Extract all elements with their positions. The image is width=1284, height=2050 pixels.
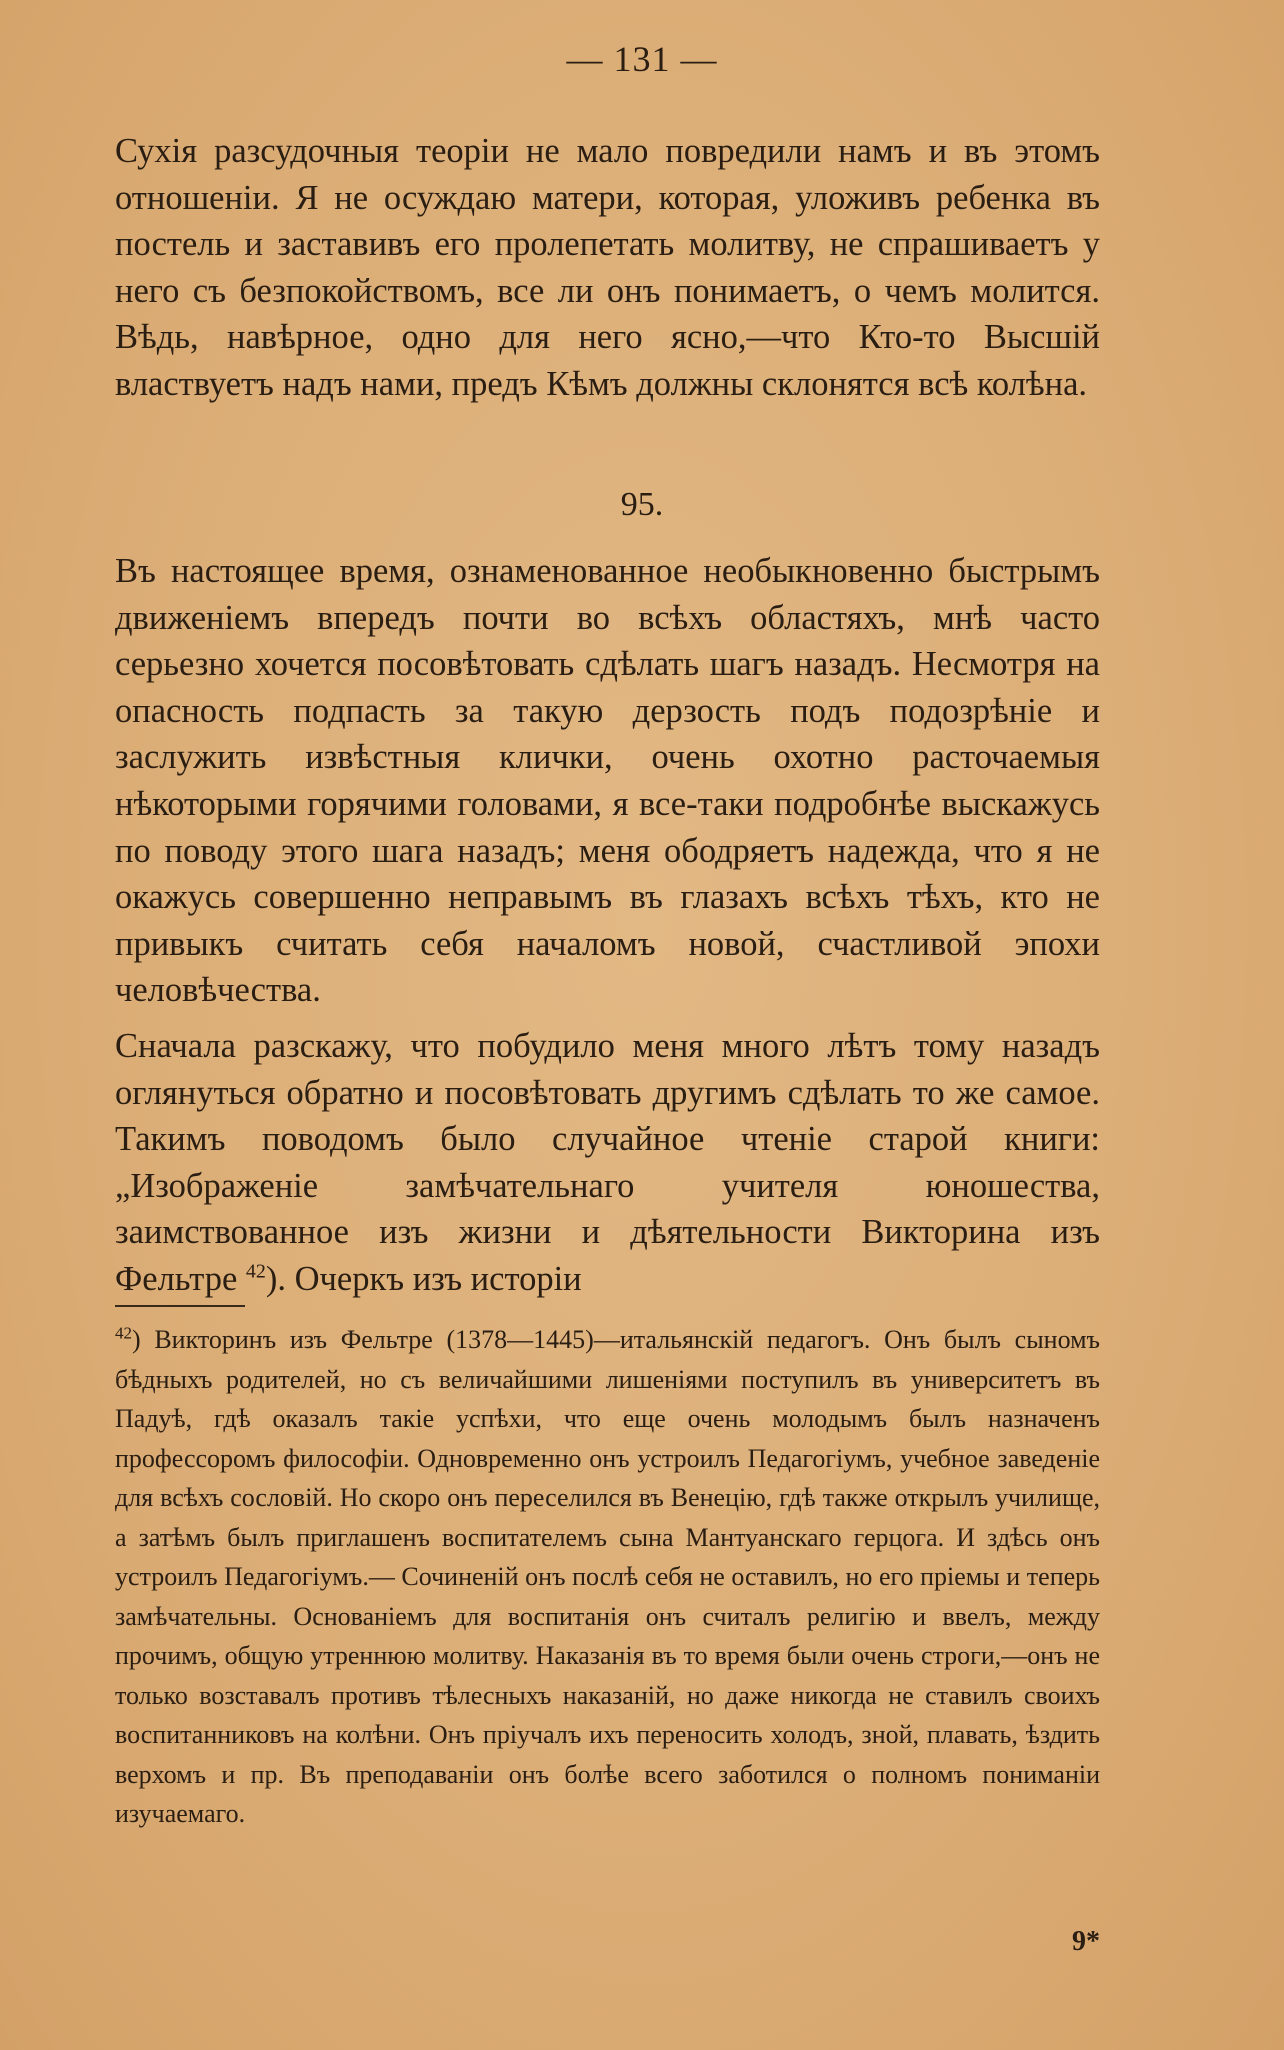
footnote-text: ) Викторинъ изъ Фельтре (1378—1445)—итальянскій педагогъ. Онъ былъ сыномъ бѣдныхъ родителей, но съ величайшими лишеніями поступилъ въ университетъ въ Падуѣ, гдѣ оказалъ такіе успѣхи, что еще очень молодымъ былъ назначенъ профессоромъ философіи. Одновременно онъ устроилъ Педагогіумъ, учебное заведеніе для всѣхъ сословій. Но скоро онъ переселился въ Венецію, гдѣ также открылъ училище, а затѣмъ былъ приглашенъ воспитателемъ сына Мантуанскаго герцога. И здѣсь онъ устроилъ Педагогіумъ.— Сочиненій онъ послѣ себя не оставилъ, но его пріемы и теперь замѣчательны. Основаніемъ для воспитанія онъ считалъ религію и ввелъ, между прочимъ, общую утреннюю молитву. Наказанія въ то время были очень строги,—онъ не только возставалъ противъ тѣлесныхъ наказаній, но даже никогда не ставилъ своихъ воспитанниковъ на колѣни. Онъ пріучалъ ихъ переносить холодъ, зной, плавать, ѣздить верхомъ и пр. Въ преподаваніи онъ болѣе всего заботился о полномъ пониманіи изучаемаго. [115, 1325, 1100, 1828]
footnote-divider [115, 1305, 245, 1307]
paragraph-first-story [115, 1023, 1100, 1303]
footnote-reference: 42 [245, 1260, 266, 1283]
paragraph-step-back [115, 548, 1100, 1014]
signature-mark: 9* [1072, 1926, 1100, 1957]
paragraph-text: Сухія разсудочныя теоріи не мало повредили намъ и въ этомъ отношеніи. Я не осуждаю матери, которая, уложивъ ребенка въ постель и заставивъ его пролепетать молитву, не спрашиваетъ у него съ безпокойствомъ, все ли онъ понимаетъ, о чемъ молится. Вѣдь, навѣрное, одно для него ясно,—что Кто-то Высшій властвуетъ надъ нами, предъ Кѣмъ должны склонятся всѣ колѣна. [115, 132, 1100, 403]
paragraph-text [115, 1023, 1100, 1303]
page-number: — 131 — [566, 39, 718, 79]
paragraph-text: Въ настоящее время, ознаменованное необыкновенно быстрымъ движеніемъ впередъ почти во всѣхъ областяхъ, мнѣ часто серьезно хочется посовѣтовать сдѣлать шагъ назадъ. Несмотря на опасность подпасть за такую дерзость подъ подозрѣніе и заслужить извѣстныя клички, очень охотно расточаемыя нѣкоторыми горячими головами, я все-таки подробнѣе выскажусь по поводу этого шага назадъ; меня ободряетъ надежда, что я не окажусь совершенно неправымъ въ глазахъ всѣхъ тѣхъ, кто не привыкъ считать себя началомъ новой, счастливой эпохи человѣчества. [115, 552, 1100, 1010]
footnote-vittorino [115, 1320, 1100, 1834]
section-number: 95. [620, 486, 664, 523]
paragraph-text-start: Сначала разскажу, что побудило меня много лѣтъ тому назадъ оглянуться обратно и посовѣтовать другимъ сдѣлать то же самое. Такимъ поводомъ было случайное чтеніе старой книги: „Изображеніе замѣчательнаго учителя юношества, заимствованное изъ жизни и дѣятельности Викторина изъ Фельтре [115, 1027, 1100, 1298]
paragraph-dry-theories [115, 128, 1100, 408]
footnote-mark: 42 [115, 1323, 132, 1343]
paragraph-text-end: ). Очеркъ изъ исторіи [265, 1259, 582, 1298]
